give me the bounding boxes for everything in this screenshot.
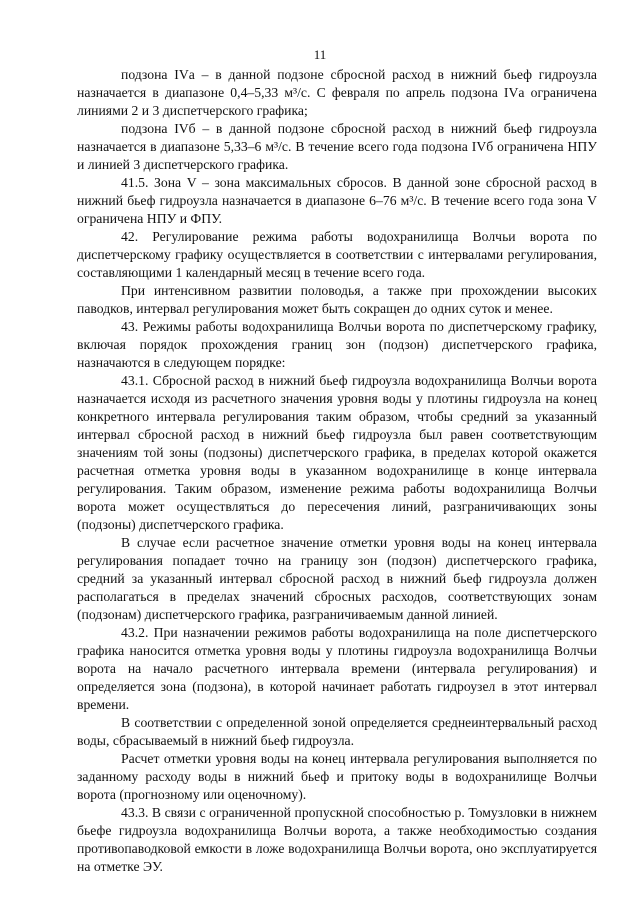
paragraph-43-2-discharge: В соответствии с определенной зоной определяется среднеинтервальный расход воды, сбрасываемый в нижний бьеф гидроузла.: [77, 715, 597, 748]
paragraph-subzone-4a: подзона IVа – в данной подзоне сбросной расход в нижний бьеф гидроузла назначается в диапазоне 0,4–5,33 м³/с. С февраля по апрель подзона IVа ограничена линиями 2 и 3 диспетчерского графика;: [77, 67, 597, 118]
page-number: 11: [313, 47, 327, 62]
document-body: [77, 66, 597, 876]
paragraph-43-1: 43.1. Сбросной расход в нижний бьеф гидроузла водохранилища Волчьи ворота назначается исходя из расчетного значения уровня воды у плотины гидроузла на конец конкретного интервала регулирования таким образом, чтобы средний за указанный интервал сбросной расход в нижний бьеф гидроузла был равен соответствующим значениям той зоны (подзоны) диспетчерского графика, в пределах которой окажется расчетная отметка уровня воды в указанном водохранилище в конце интервала регулирования. Таким образом, изменение режима работы водохранилища Волчьи ворота может осуществляться до пересечения линий, разграничивающих зоны (подзоны) диспетчерского графика.: [77, 373, 597, 532]
paragraph-43-2-calculation: Расчет отметки уровня воды на конец интервала регулирования выполняется по заданному расходу воды в нижний бьеф и притоку воды в водохранилище Волчьи ворота (прогнозному или оценочному).: [77, 751, 597, 802]
paragraph-42-flood: При интенсивном развитии половодья, а также при прохождении высоких паводков, интервал регулирования может быть сокращен до одних суток и менее.: [77, 283, 597, 316]
paragraph-43-2: 43.2. При назначении режимов работы водохранилища на поле диспетчерского графика наносится отметка уровня воды у плотины гидроузла водохранилища Волчьи ворота на начало расчетного интервала времени (интервала регулирования) и определяется зона (подзона), в которой начинает работать гидроузел в этот интервал времени.: [77, 625, 597, 712]
paragraph-43: 43. Режимы работы водохранилища Волчьи ворота по диспетчерскому графику, включая порядок прохождения границ зон (подзон) диспетчерского графика, назначаются в следующем порядке:: [77, 319, 597, 370]
paragraph-43-1-boundary: В случае если расчетное значение отметки уровня воды на конец интервала регулирования попадает точно на границу зон (подзон) диспетчерского графика, средний за указанный интервал сбросной расход в нижний бьеф гидроузла должен располагаться в пределах значений сбросных расходов, соответствующих зонам (подзонам) диспетчерского графика, разграничиваемым данной линией.: [77, 535, 597, 622]
paragraph-subzone-4b: подзона IVб – в данной подзоне сбросной расход в нижний бьеф гидроузла назначается в диапазоне 5,33–6 м³/с. В течение всего года подзона IVб ограничена НПУ и линией 3 диспетчерского графика.: [77, 121, 597, 172]
paragraph-42: 42. Регулирование режима работы водохранилища Волчьи ворота по диспетчерскому графику осуществляется в соответствии с интервалами регулирования, составляющими 1 календарный месяц в течение всего года.: [77, 229, 597, 280]
paragraph-43-3: 43.3. В связи с ограниченной пропускной способностью р. Томузловки в нижнем бьефе гидроузла водохранилища Волчьи ворота, а также необходимостью создания противопаводковой емкости в ложе водохранилища Волчьи ворота, оно эксплуатируется на отметке ЭУ.: [77, 805, 597, 874]
paragraph-41-5: 41.5. Зона V – зона максимальных сбросов. В данной зоне сбросной расход в нижний бьеф гидроузла назначается в диапазоне 6–76 м³/с. В течение всего года зона V ограничена НПУ и ФПУ.: [77, 175, 597, 226]
